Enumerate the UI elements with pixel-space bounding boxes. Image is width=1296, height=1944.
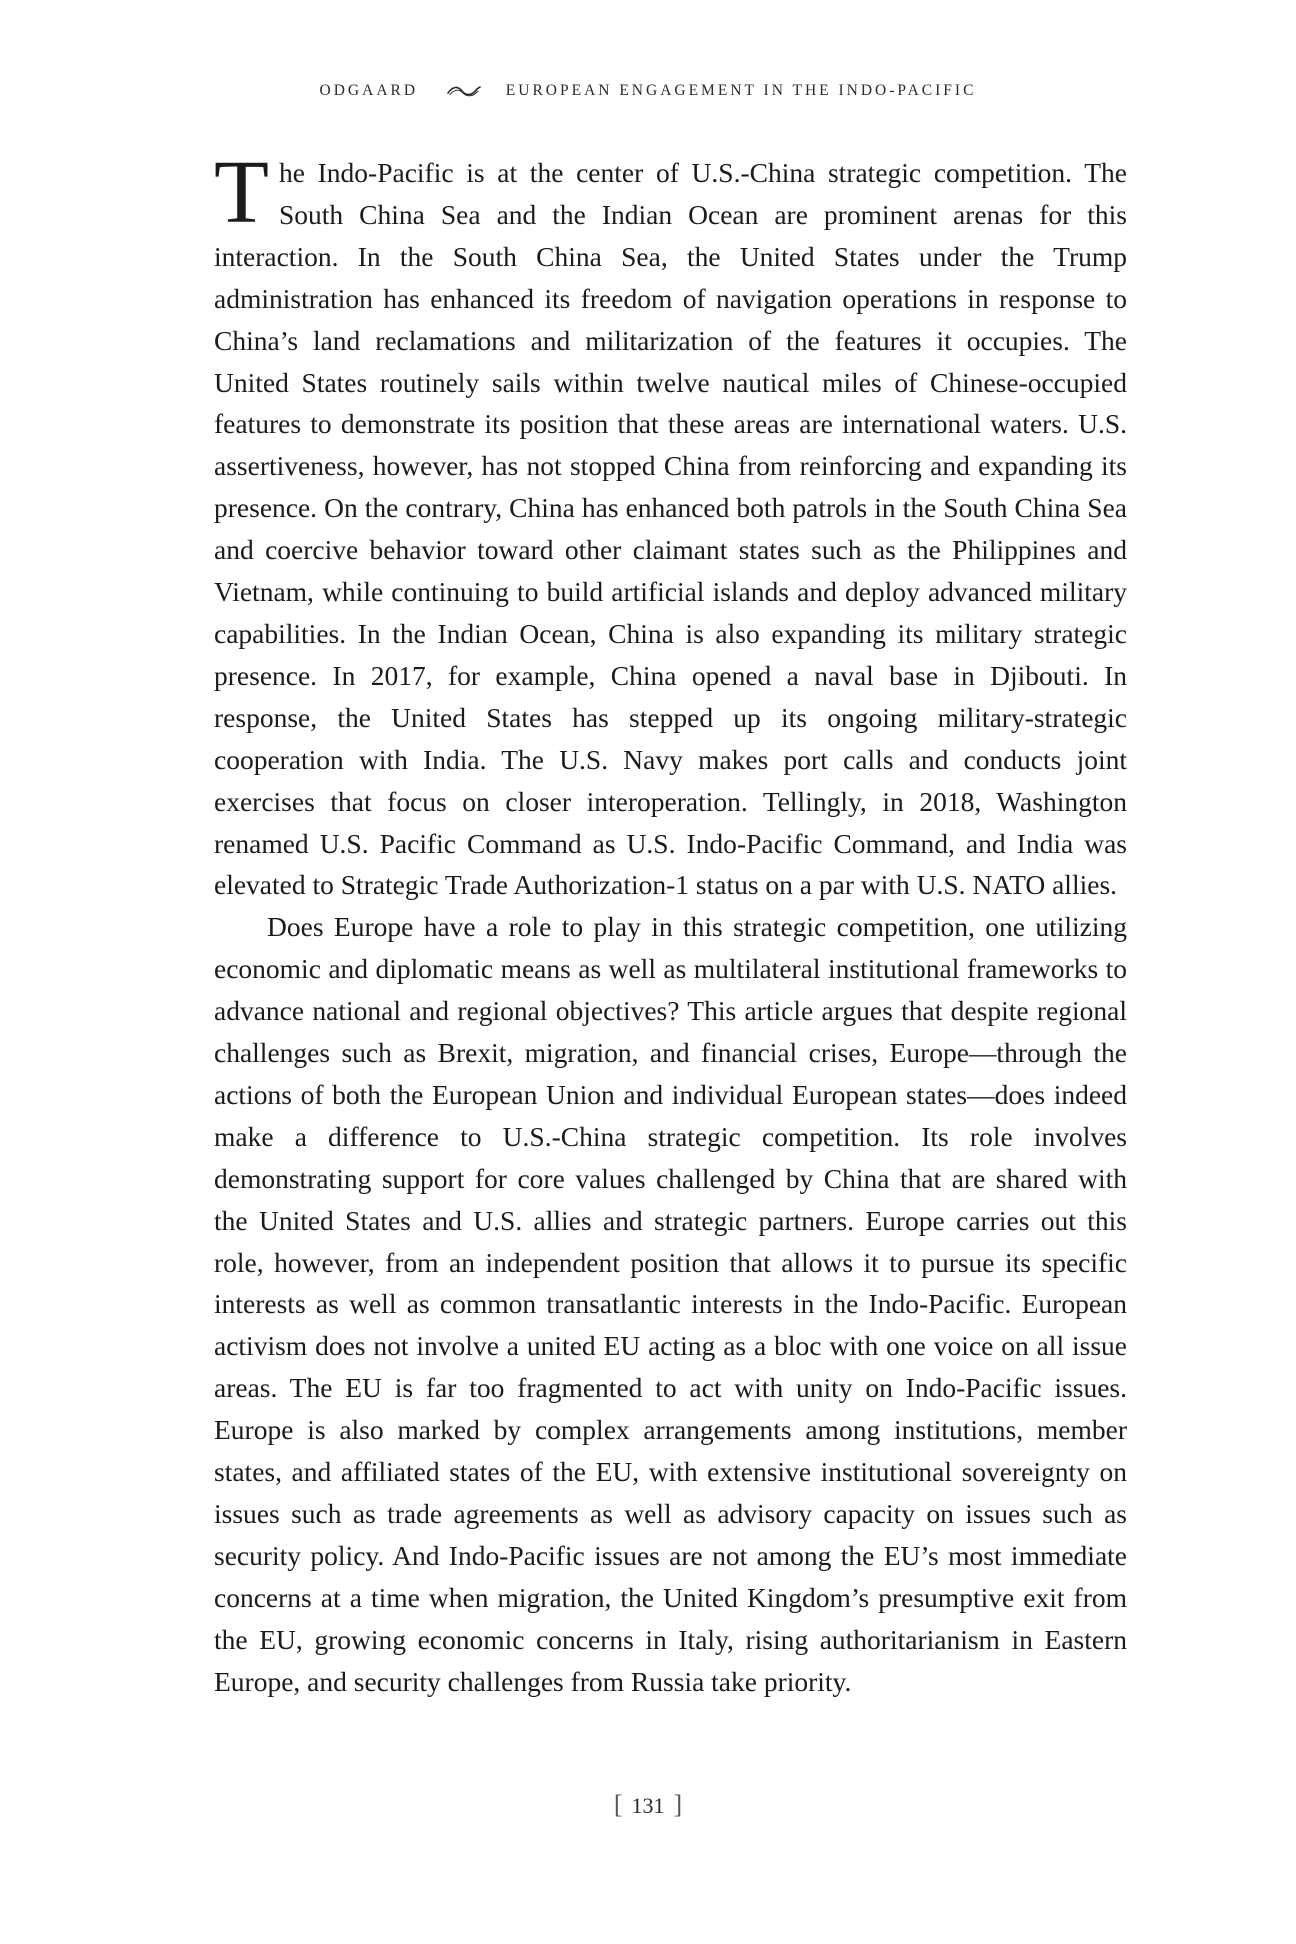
paragraph-2 [214, 906, 1127, 1702]
swash-ornament-icon [447, 85, 481, 97]
running-head-author: ODGAARD [319, 82, 419, 99]
page-folio [0, 1790, 1296, 1820]
paragraph-1-text: he Indo-Pacific is at the center of U.S.-China strategic competition. The South China Sea and the Indian Ocean are prominent arenas for this interaction. In the South China Sea, the United States under the Trump administration has enhanced its freedom of navigation operations in response to China’s land reclamations and militarization of the features it occupies. The United States routinely sails within twelve nautical miles of Chinese-occupied features to demonstrate its position that these areas are international waters. U.S. assertiveness, however, has not stopped China from reinforcing and expanding its presence. On the contrary, China has enhanced both patrols in the South China Sea and coercive behavior toward other claimant states such as the Philippines and Vietnam, while continuing to build artificial islands and deploy advanced military capabilities. In the Indian Ocean, China is also expanding its military strategic presence. In 2017, for example, China opened a naval base in Djibouti. In response, the United States has stepped up its ongoing military-strategic cooperation with India. The U.S. Navy makes port calls and conducts joint exercises that focus on closer interoperation. Tellingly, in 2018, Washington renamed U.S. Pacific Command as U.S. Indo-Pacific Command, and India was elevated to Strategic Trade Authorization-1 status on a par with U.S. NATO allies. [214, 157, 1127, 901]
running-head [0, 82, 1296, 100]
folio-open-bracket: [ [613, 1790, 623, 1819]
paragraph-2-text: Does Europe have a role to play in this strategic competition, one utilizing economic and diplomatic means as well as multilateral institutional frameworks to advance national and regional objectives? This article argues that despite regional challenges such as Brexit, migration, and financial crises, Europe—through the actions of both the European Union and individual European states—does indeed make a difference to U.S.-China strategic competition. Its role involves demonstrating support for core values challenged by China that are shared with the United States and U.S. allies and strategic partners. Europe carries out this role, however, from an independent position that allows it to pursue its specific interests as well as common transatlantic interests in the Indo-Pacific. European activism does not involve a united EU acting as a bloc with one voice on all issue areas. The EU is far too fragmented to act with unity on Indo-Pacific issues. Europe is also marked by complex arrangements among institutions, member states, and affiliated states of the EU, with extensive institutional sovereignty on issues such as trade agreements as well as advisory capacity on issues such as security policy. And Indo-Pacific issues are not among the EU’s most immediate concerns at a time when migration, the United Kingdom’s presumptive exit from the EU, growing economic concerns in Italy, rising authoritarianism in Eastern Europe, and security challenges from Russia take priority. [214, 911, 1127, 1697]
running-head-title: EUROPEAN ENGAGEMENT IN THE INDO-PACIFIC [505, 82, 977, 99]
page-number: 131 [631, 1793, 665, 1818]
paragraph-1 [214, 143, 1127, 906]
folio-close-bracket: ] [673, 1790, 683, 1819]
drop-cap: T [214, 143, 269, 242]
article-body [214, 143, 1127, 1703]
